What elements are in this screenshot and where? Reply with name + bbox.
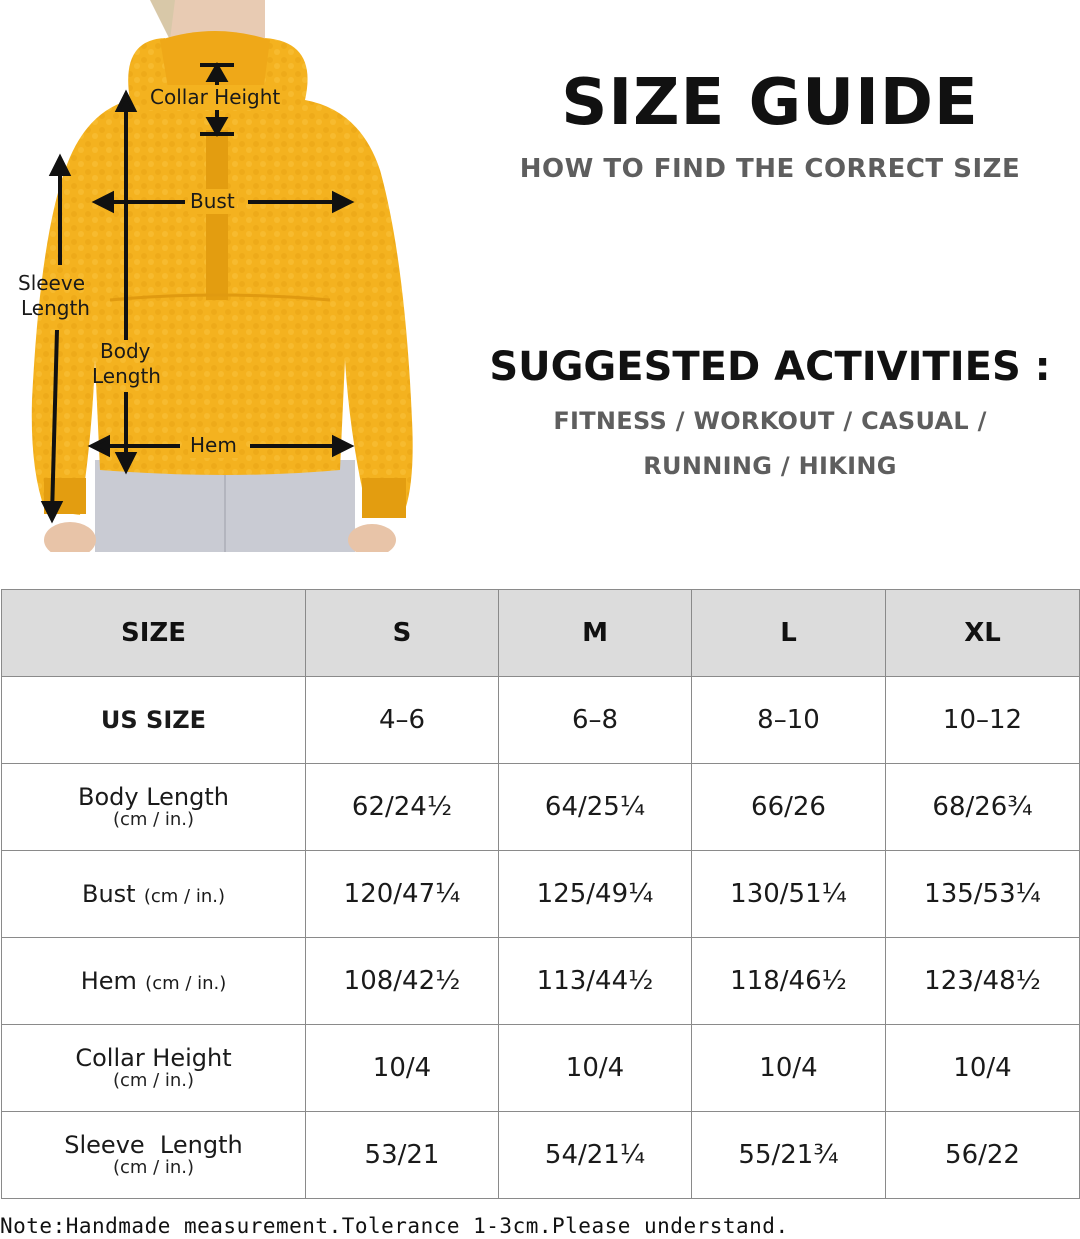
table-row-collar-height xyxy=(2,1025,1080,1112)
table-row-bust xyxy=(2,851,1080,938)
header-cell-xl: XL xyxy=(886,590,1080,677)
table-cell: 68/26¾ xyxy=(886,764,1080,851)
collar-height-label: Collar Height xyxy=(150,85,281,109)
table-cell: 56/22 xyxy=(886,1112,1080,1199)
hem-label: Hem xyxy=(190,433,237,457)
header-cell-l: L xyxy=(692,590,886,677)
sleeve-length-label-2: Length xyxy=(21,296,90,320)
table-cell: 10/4 xyxy=(886,1025,1080,1112)
activities-heading: SUGGESTED ACTIVITIES : xyxy=(489,344,1051,390)
table-cell: 120/47¼ xyxy=(306,851,499,938)
header-cell-s: S xyxy=(306,590,499,677)
row-unit-text: (cm / in.) xyxy=(112,809,195,830)
row-label-text: Hem xyxy=(80,967,137,995)
table-cell: 8–10 xyxy=(692,677,886,764)
measurement-note: Note:Handmade measurement.Tolerance 1-3cm.Please understand. xyxy=(0,1214,789,1238)
table-row-body-length xyxy=(2,764,1080,851)
activities-line-2: RUNNING / HIKING xyxy=(643,452,897,480)
page-subtitle: HOW TO FIND THE CORRECT SIZE xyxy=(519,154,1021,184)
table-cell: 66/26 xyxy=(692,764,886,851)
row-label xyxy=(2,1112,306,1199)
body-length-label-2: Length xyxy=(92,364,161,388)
header-cell-m: M xyxy=(499,590,692,677)
row-label-text: Body Length xyxy=(78,783,229,811)
body-length-label-1: Body xyxy=(100,339,151,363)
row-label-text: Bust xyxy=(82,880,136,908)
table-row-hem xyxy=(2,938,1080,1025)
table-cell: 55/21¾ xyxy=(692,1112,886,1199)
row-unit-text: (cm / in.) xyxy=(112,1070,195,1091)
header-cell-size: SIZE xyxy=(2,590,306,677)
row-label-text: US SIZE xyxy=(100,706,207,734)
row-label xyxy=(2,764,306,851)
table-cell: 118/46½ xyxy=(692,938,886,1025)
row-label xyxy=(2,851,306,938)
row-label xyxy=(2,938,306,1025)
size-chart-table xyxy=(1,589,1080,1199)
table-header-row xyxy=(2,590,1080,677)
table-cell: 130/51¼ xyxy=(692,851,886,938)
sleeve-length-label-1: Sleeve xyxy=(18,271,86,295)
table-cell: 53/21 xyxy=(306,1112,499,1199)
table-cell: 108/42½ xyxy=(306,938,499,1025)
row-label xyxy=(2,677,306,764)
table-cell: 125/49¼ xyxy=(499,851,692,938)
table-cell: 10–12 xyxy=(886,677,1080,764)
table-cell: 10/4 xyxy=(499,1025,692,1112)
row-unit-text: (cm / in.) xyxy=(143,886,225,907)
garment-illustration xyxy=(0,0,440,552)
table-cell: 64/25¼ xyxy=(499,764,692,851)
table-cell: 4–6 xyxy=(306,677,499,764)
bust-label: Bust xyxy=(190,189,235,213)
row-label-text: Collar Height xyxy=(75,1044,232,1072)
table-cell: 123/48½ xyxy=(886,938,1080,1025)
table-cell: 113/44½ xyxy=(499,938,692,1025)
row-label-text: Sleeve Length xyxy=(64,1131,243,1159)
table-cell: 62/24½ xyxy=(306,764,499,851)
table-cell: 135/53¼ xyxy=(886,851,1080,938)
row-unit-text: (cm / in.) xyxy=(112,1157,195,1178)
table-cell: 54/21¼ xyxy=(499,1112,692,1199)
table-row-sleeve-length xyxy=(2,1112,1080,1199)
activities-line-1: FITNESS / WORKOUT / CASUAL / xyxy=(553,407,987,435)
table-row-us-size xyxy=(2,677,1080,764)
page-title: SIZE GUIDE xyxy=(561,66,979,140)
table-cell: 6–8 xyxy=(499,677,692,764)
row-unit-text: (cm / in.) xyxy=(145,973,227,994)
table-cell: 10/4 xyxy=(692,1025,886,1112)
table-cell: 10/4 xyxy=(306,1025,499,1112)
row-label xyxy=(2,1025,306,1112)
